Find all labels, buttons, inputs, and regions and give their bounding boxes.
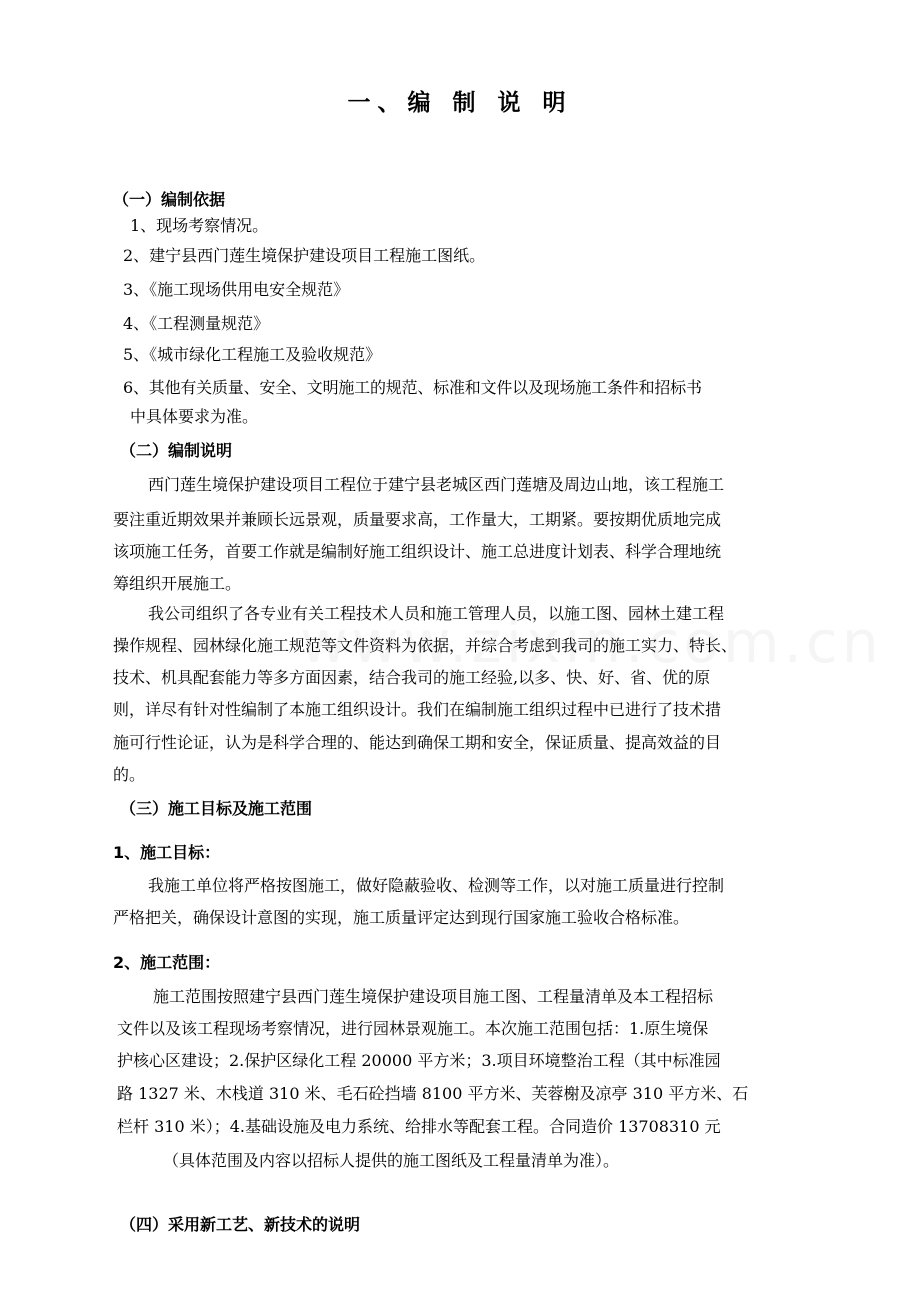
paragraph-line: 路 1327 米、木栈道 310 米、毛石砼挡墙 8100 平方米、芙蓉榭及凉亭 310 平方米、石: [117, 1084, 749, 1103]
basis-item: 6、其他有关质量、安全、文明施工的规范、标准和文件以及现场施工条件和招标书: [123, 378, 702, 397]
paragraph-line: 的。: [113, 765, 146, 784]
subsection-heading-goal: 1、施工目标：: [113, 843, 221, 862]
basis-item: 3、《施工现场供用电安全规范》: [123, 280, 350, 299]
section-heading-explanation: （二）编制说明: [120, 441, 233, 460]
section-heading-goals-scope: （三）施工目标及施工范围: [120, 799, 313, 818]
paragraph-line: 则，详尽有针对性编制了本施工组织设计。我们在编制施工组织过程中已进行了技术措: [113, 700, 722, 719]
basis-item-continued: 中具体要求为准。: [130, 407, 259, 426]
basis-item: 1、现场考察情况。: [130, 216, 269, 235]
paragraph-line: 严格把关，确保设计意图的实现，施工质量评定达到现行国家施工验收合格标准。: [113, 908, 690, 927]
paragraph-line: 我公司组织了各专业有关工程技术人员和施工管理人员，以施工图、园林土建工程: [148, 604, 725, 623]
paragraph-line: 施可行性论证，认为是科学合理的、能达到确保工期和安全，保证质量、提高效益的目: [113, 733, 722, 752]
paragraph-line: 我施工单位将严格按图施工，做好隐蔽验收、检测等工作，以对施工质量进行控制: [148, 876, 725, 895]
paragraph-line: 技术、机具配套能力等多方面因素，结合我司的施工经验,以多、快、好、省、优的原: [113, 668, 711, 687]
subsection-heading-scope: 2、施工范围：: [113, 953, 221, 972]
basis-item: 5、《城市绿化工程施工及验收规范》: [123, 345, 382, 364]
paragraph-line: 筹组织开展施工。: [113, 574, 242, 593]
paragraph-line: 栏杆 310 米）；4.基础设施及电力系统、给排水等配套工程。合同造价 13708310 元: [117, 1117, 721, 1136]
paragraph-line: （具体范围及内容以招标人提供的施工图纸及工程量清单为准）。: [163, 1151, 620, 1170]
paragraph-line: 该项施工任务，首要工作就是编制好施工组织设计、施工总进度计划表、科学合理地统: [113, 542, 722, 561]
paragraph-line: 西门莲生境保护建设项目工程位于建宁县老城区西门莲塘及周边山地，该工程施工: [148, 475, 725, 494]
paragraph-line: 护核心区建设；2.保护区绿化工程 20000 平方米；3.项目环境整治工程（其中标准园: [117, 1051, 721, 1070]
basis-item: 2、建宁县西门莲生境保护建设项目工程施工图纸。: [123, 246, 486, 265]
section-heading-basis: （一）编制依据: [113, 190, 226, 209]
paragraph-line: 操作规程、园林绿化施工规范等文件资料为依据，并综合考虑到我司的施工实力、特长、: [113, 636, 738, 655]
section-heading-new-tech: （四）采用新工艺、新技术的说明: [120, 1215, 361, 1234]
page-title: 一、编 制 说 明: [347, 90, 573, 116]
paragraph-line: 施工范围按照建宁县西门莲生境保护建设项目施工图、工程量清单及本工程招标: [153, 987, 714, 1006]
basis-item: 4、《工程测量规范》: [123, 314, 270, 333]
paragraph-line: 要注重近期效果并兼顾长远景观，质量要求高，工作量大，工期紧。要按期优质地完成: [113, 510, 722, 529]
paragraph-line: 文件以及该工程现场考察情况，进行园林景观施工。本次施工范围包括：1.原生境保: [117, 1019, 709, 1038]
